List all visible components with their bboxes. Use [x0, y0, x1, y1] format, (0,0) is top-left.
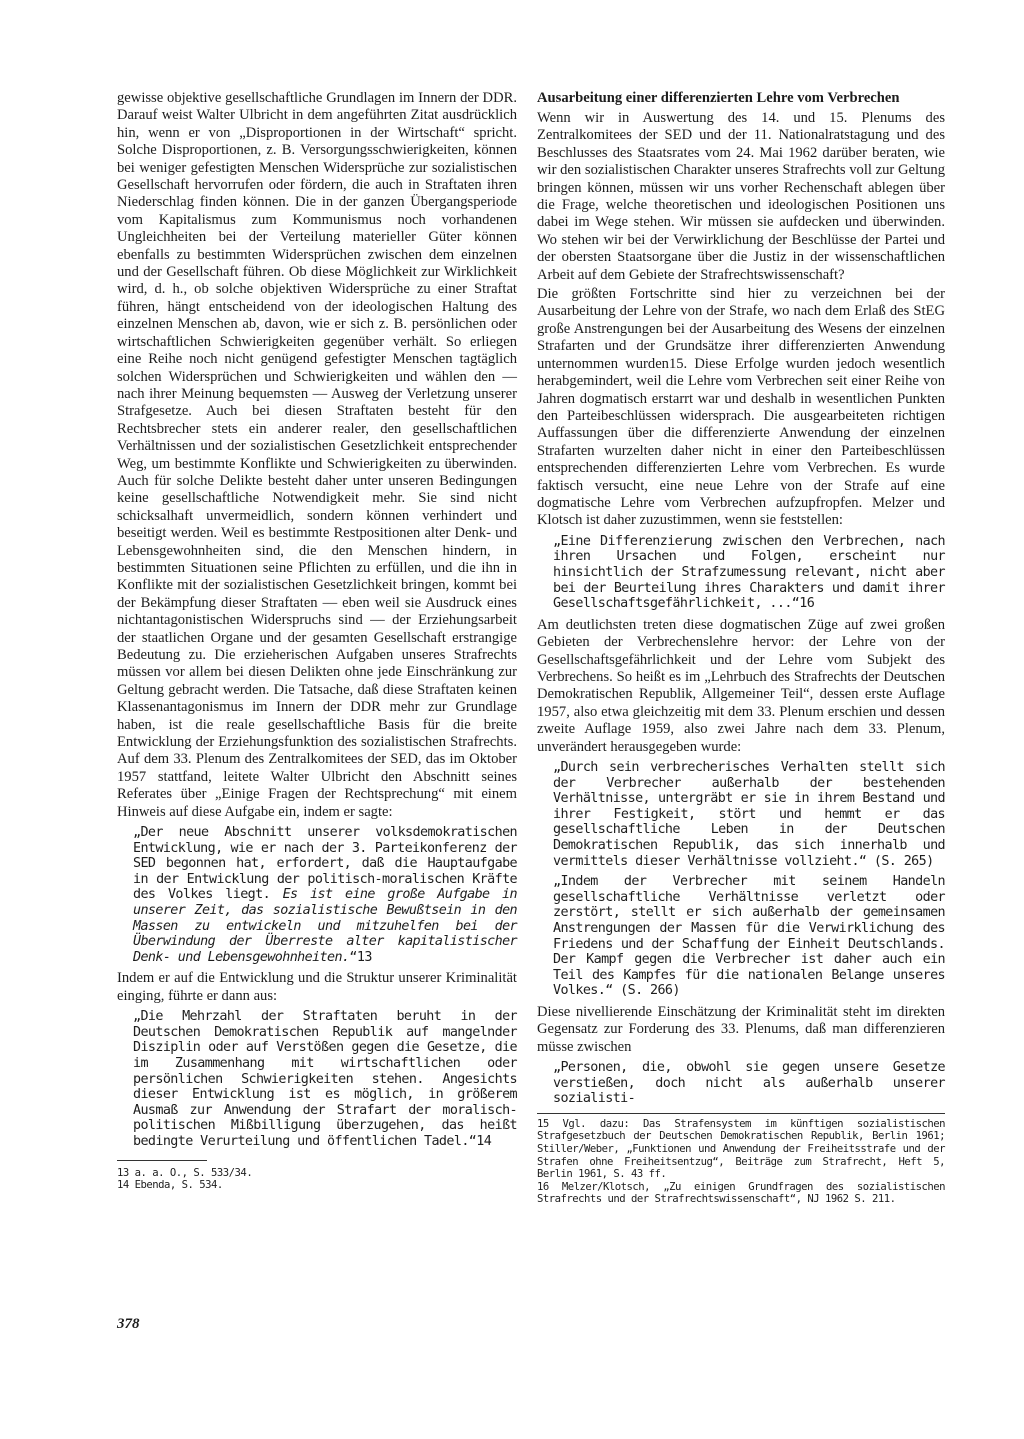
block-quote: „Personen, die, obwohl sie gegen unsere Gesetze verstießen, doch nicht als außerhalb unserer sozialisti- [553, 1060, 945, 1107]
footnote: 16 Melzer/Klotsch, „Zu einigen Grundfragen des sozialistischen Strafrechts und der Strafrechtswissenschaft“, NJ 1962 S. 211. [537, 1180, 945, 1206]
quote-italic-text: Es ist eine große Aufgabe in unserer Zeit, das sozialistische Bewußtsein in den Massen zu entwickeln und mitzuhelfen bei der Überwindung der Überreste alter kapitalistischer Denk- und Lebensgewohnheiten. [133, 887, 517, 965]
page-number: 378 [117, 1316, 140, 1332]
paragraph: gewisse objektive gesellschaftliche Grundlagen im Innern der DDR. Darauf weist Walter Ulbricht in dem angeführten Zitat ausdrücklich hin, wenn er von „Disproportionen in der Wirtschaft“ spricht. Solche Disproportionen, z. B. Versorgungsschwierigkeiten, können bei weniger gefestigten Menschen Widersprüche zur sozialistischen Gesellschaft hervorrufen oder fördern, die auch in Straftaten ihren Niederschlag finden können. Die in der ganzen Übergangsperiode vom Kapitalismus zum Kommunismus noch vorhandenen Ungleichheiten bei der Verteilung materieller Güter können ebenfalls zu bestimmten Widersprüchen zwischen dem einzelnen und der Gesellschaft führen. Ob diese Möglichkeit zur Wirklichkeit wird, d. h., ob solche objektiven Widersprüche zu einer Straftat führen, hängt entscheidend von der ideologischen Haltung des einzelnen Menschen ab, davon, wie er sich z. B. persönlichen oder wirtschaftlichen Schwierigkeiten gegenüber verhält. So erliegen eine Reihe noch nicht genügend gefestigter Menschen tagtäglich solchen Widersprüchen und Schwierigkeiten und wählen den — nach ihrer Meinung bequemsten — Ausweg der Verletzung unserer Strafgesetze. Auch bei diesen Straftaten besteht für den Rechtsbrecher stets ein anderer realer, den gesellschaftlichen Verhältnissen und der sozialistischen Gesetzlichkeit entsprechender Weg, um bestimmte Konflikte und Schwierigkeiten zu überwinden. Auch für solche Delikte besteht daher unter unseren Bedingungen keine gesellschaftliche Notwendigkeit mehr. Sie sind nicht schicksalhaft unvermeidlich, sondern können verhindert und beseitigt werden. Weil es bestimmte Restpositionen alter Denk- und Lebensgewohnheiten sind, die den Menschen hindern, in bestimmten Situationen seine Pflichten zu erfüllen, und die ihn in Konflikte mit der sozialistischen Gesetzlichkeit bringen, kommt bei der Bekämpfung dieser Straftaten — eben weil sie Ausdruck eines nichtantagonistischen Widerspruchs sind — der Erziehungsarbeit der staatlichen Organe und der gesamten Gesellschaft erstrangige Bedeutung zu. Die erzieherischen Aufgaben unseres Strafrechts müssen vor allem bei diesen Delikten ohne jede Einschränkung zur Geltung gebracht werden. Die Tatsache, daß diese Straftaten keinen Klassenantagonismus im Innern der DDR mehr zur Grundlage haben, ist die reale gesellschaftliche Basis für die breite Entwicklung der Erziehungsfunktion des sozialistischen Strafrechts. Auf dem 33. Plenum des Zentralkomitees der SED, das im Oktober 1957 stattfand, leitete Walter Ulbricht den Abschnitt seines Referates über „Einige Fragen der Rechtsprechung“ mit einem Hinweis auf diese Aufgabe ein, indem er sagte: [117, 90, 517, 820]
section-heading: Ausarbeitung einer differenzierten Lehre vom Verbrechen [537, 90, 900, 106]
footnote: 13 a. a. O., S. 533/34. [117, 1166, 253, 1179]
block-quote: „Eine Differenzierung zwischen den Verbrechen, nach ihren Ursachen und Folgen, erscheint nur hinsichtlich der Strafzumessung relevant, nicht aber bei der Beurteilung ihres Charakters und damit ihrer Gesellschaftsgefährlichkeit, ...“16 [553, 533, 945, 612]
paragraph: Wenn wir in Auswertung des 14. und 15. Plenums des Zentralkomitees der SED und der 11. Nationalratstagung und des Beschlusses des Staatsrates vom 24. Mai 1962 darüber beraten, wie wir den sozialistischen Charakter unseres Strafrechts voll zur Geltung bringen können, müssen wir uns vorher Rechenschaft ablegen über die Frage, welche theoretischen und ideologischen Positionen uns dabei im Wege stehen. Wir müssen sie aufdecken und überwinden. Wo stehen wir bei der Verwirklichung der Beschlüsse der Partei und der obersten Staatsorgane über die Justiz in der wissenschaftlichen Arbeit auf dem Gebiete der Strafrechtswissenschaft? [537, 110, 945, 283]
left-column [117, 90, 517, 1192]
block-quote [133, 825, 517, 965]
paragraph: Indem er auf die Entwicklung und die Struktur unserer Kriminalität einging, führte er dann aus: [117, 970, 517, 1004]
block-quote: „Durch sein verbrecherisches Verhalten stellt sich der Verbrecher außerhalb der bestehenden Verhältnisse, untergräbt er sie in ihrem Bestand und ihrer Festigkeit, stört und hemmt er das gesellschaftliche Leben in der Deutschen Demokratischen Republik, das sich innerhalb und vermittels dieser Verhältnisse vollzieht.“ (S. 265) [553, 759, 945, 869]
footnote: 15 Vgl. dazu: Das Strafensystem im künftigen sozialistischen Strafgesetzbuch der Deutschen Demokratischen Republik, Berlin 1961; Stiller/Weber, „Funktionen und Anwendung der Freiheitsstrafe und der Strafen ohne Freiheitsentzug“, Beiträge zum Strafrecht, Heft 5, Berlin 1961, S. 43 ff. [537, 1117, 945, 1181]
quote-text: „Der neue Abschnitt unserer volksdemokratischen Entwicklung, wie er nach der 3. Parteikonferenz der SED begonnen hat, erfordert, daß die Hauptaufgabe in der Entwicklung der politisch-moralischen Kräfte des Volkes liegt. [133, 825, 517, 903]
right-column [537, 90, 945, 1206]
paragraph: Die größten Fortschritte sind hier zu verzeichnen bei der Ausarbeitung der Lehre von der Strafe, wo nach dem Erlaß des StEG große Anstrengungen bei der Ausarbeitung des Wesens der einzelnen Strafarten und der Grundsätze ihrer differenzierten Anwendung unternommen wurden15. Diese Erfolge wurden jedoch wesentlich herabgemindert, weil die Lehre vom Verbrechen seit einer Reihe von Jahren dogmatisch erstarrt war und deshalb in wesentlichen Punkten den Parteibeschlüssen widersprach. Die ausgearbeiteten richtigen Auffassungen über die differenzierte Anwendung der einzelnen Strafarten wurzelten daher nicht in einer den Parteibeschlüssen entsprechenden differenzierten Lehre vom Verbrechen. Es wurde faktisch versucht, eine neue Lehre von der Strafe auf eine dogmatische Lehre vom Verbrechen aufzupfropfen. Melzer und Klotsch ist daher zuzustimmen, wenn sie feststellen: [537, 286, 945, 529]
quote-end: “13 [349, 949, 372, 965]
block-quote: „Die Mehrzahl der Straftaten beruht in der Deutschen Demokratischen Republik auf mangelnder Disziplin oder auf Verstößen gegen die Gesetze, die im Zusammenhang mit wirtschaftlichen oder persönlichen Schwierigkeiten stehen. Angesichts dieser Entwicklung ist es möglich, in größerem Ausmaß zur Anwendung der Strafart der moralisch-politischen Mißbilligung überzugehen, das heißt bedingte Verurteilung und öffentlichen Tadel.“14 [133, 1009, 517, 1149]
footnote-divider [537, 1113, 945, 1114]
block-quote: „Indem der Verbrecher mit seinem Handeln gesellschaftliche Verhältnisse verletzt oder zerstört, stellt er sich außerhalb der gemeinsamen Anstrengungen der Massen für die Verwirklichung des Friedens und der Schaffung der Einheit Deutschlands. Der Kampf gegen die Verbrecher ist daher auch ein Teil des Kampfes für die nationalen Belange unseres Volkes.“ (S. 266) [553, 874, 945, 999]
footnote: 14 Ebenda, S. 534. [117, 1179, 223, 1192]
paragraph: Diese nivellierende Einschätzung der Kriminalität steht im direkten Gegensatz zur Forderung des 33. Plenums, daß man differenzieren müsse zwischen [537, 1003, 945, 1055]
paragraph: Am deutlichsten treten diese dogmatischen Züge auf zwei großen Gebieten der Verbrechenslehre hervor: der Lehre von der Gesellschaftsgefährlichkeit und der Lehre vom Subjekt des Verbrechens. So heißt es im „Lehrbuch des Strafrechts der Deutschen Demokratischen Republik, Allgemeiner Teil“, dessen erste Auflage 1957, also etwa gleichzeitig mit dem 33. Plenum erschien und dessen zweite Auflage 1959, also zwei Jahre nach dem 33. Plenum, unverändert herausgegeben wurde: [537, 616, 945, 755]
footnote-divider [117, 1160, 207, 1161]
